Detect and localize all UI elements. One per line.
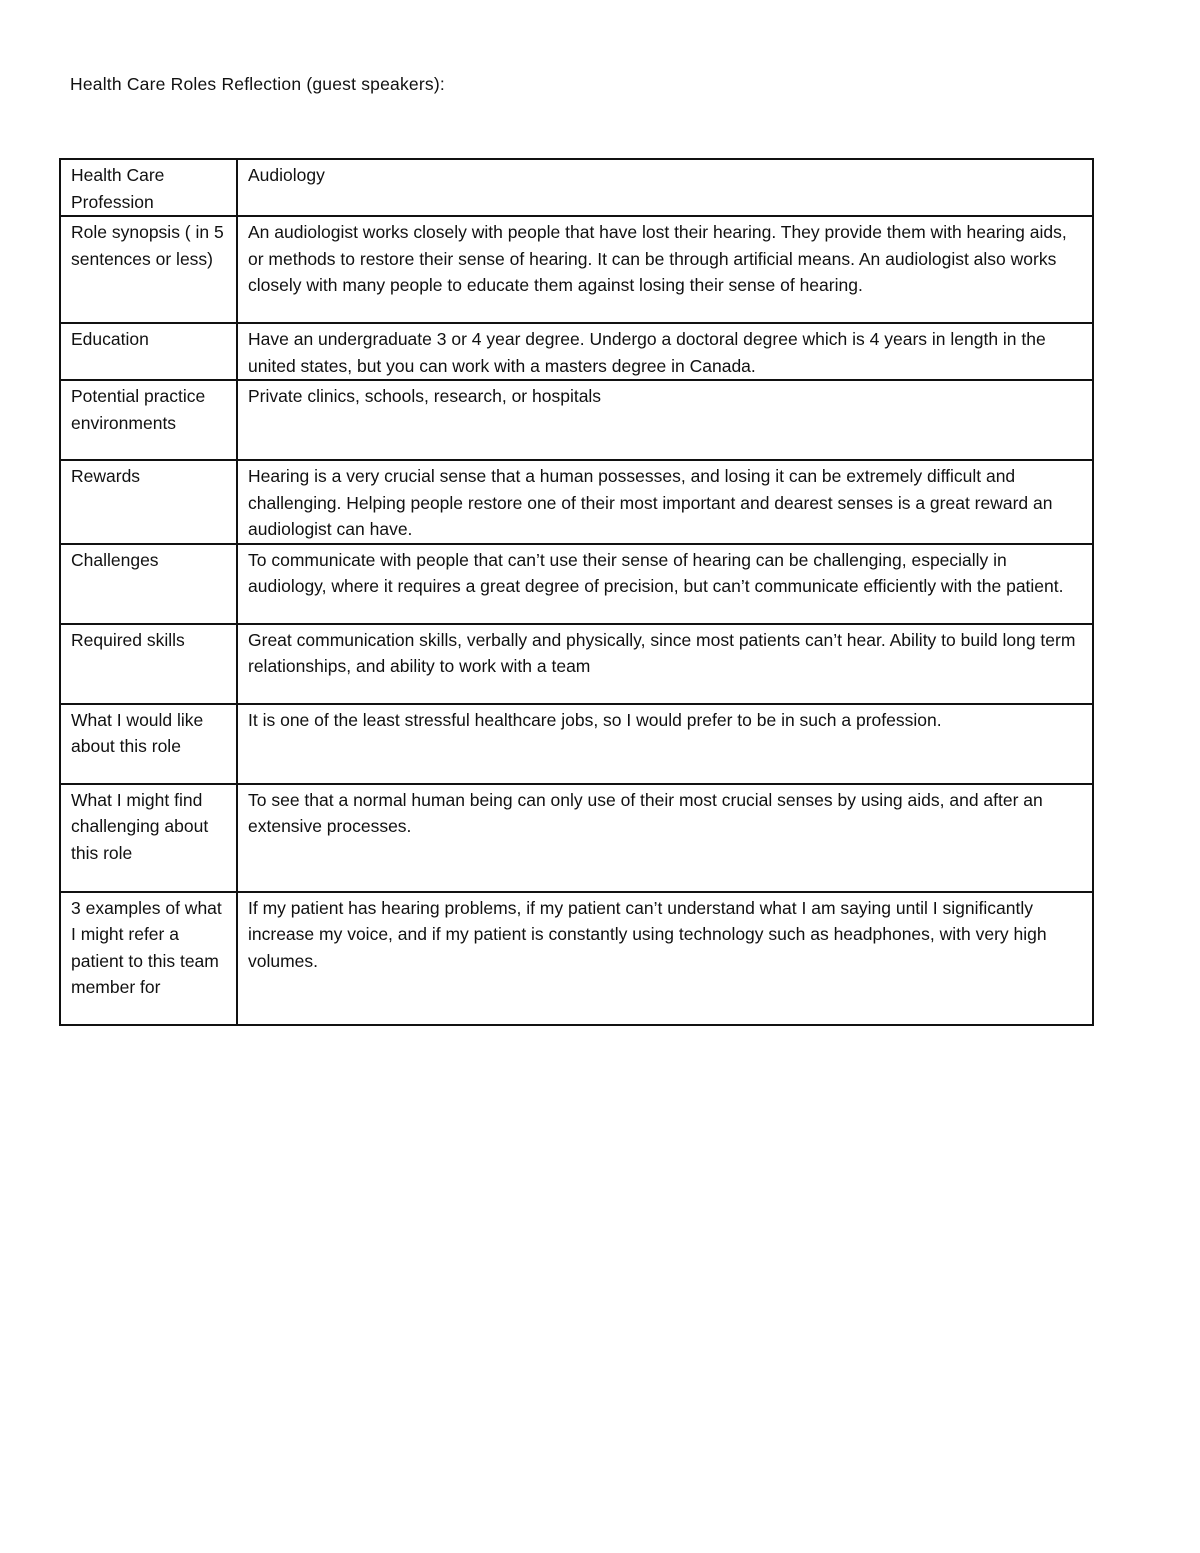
row-value: Audiology (237, 159, 1093, 216)
row-value: Hearing is a very crucial sense that a human possesses, and losing it can be extremely difficult and challenging. Helping people restore one of their most important and dearest senses is a great reward an audiologist can have. (237, 460, 1093, 544)
table-row-practice-environments (60, 380, 1093, 460)
row-value: Great communication skills, verbally and physically, since most patients can’t hear. Ability to build long term relationships, and ability to work with a team (237, 624, 1093, 704)
row-value: Have an undergraduate 3 or 4 year degree. Undergo a doctoral degree which is 4 years in length in the united states, but you can work with a masters degree in Canada. (237, 323, 1093, 380)
row-label: Potential practice environments (60, 380, 237, 460)
table-row-education (60, 323, 1093, 380)
row-label: Role synopsis ( in 5 sentences or less) (60, 216, 237, 323)
table-row-might-find-challenging (60, 784, 1093, 892)
table-row-role-synopsis (60, 216, 1093, 323)
row-label: Required skills (60, 624, 237, 704)
row-value: If my patient has hearing problems, if my patient can’t understand what I am saying until I significantly increase my voice, and if my patient is constantly using technology such as headphones, with very high volumes. (237, 892, 1093, 1025)
row-value: Private clinics, schools, research, or hospitals (237, 380, 1093, 460)
row-label: Rewards (60, 460, 237, 544)
reflection-table (59, 158, 1094, 1026)
row-value: To see that a normal human being can only use of their most crucial senses by using aids, and after an extensive processes. (237, 784, 1093, 892)
row-label: Challenges (60, 544, 237, 624)
table-row-challenges (60, 544, 1093, 624)
row-value: To communicate with people that can’t use their sense of hearing can be challenging, especially in audiology, where it requires a great degree of precision, but can’t communicate efficiently with the patient. (237, 544, 1093, 624)
row-label: What I might find challenging about this role (60, 784, 237, 892)
row-label: Education (60, 323, 237, 380)
table-row-rewards (60, 460, 1093, 544)
row-value: An audiologist works closely with people that have lost their hearing. They provide them with hearing aids, or methods to restore their sense of hearing. It can be through artificial means. An audiologist also works closely with many people to educate them against losing their sense of hearing. (237, 216, 1093, 323)
table-row-required-skills (60, 624, 1093, 704)
row-value: It is one of the least stressful healthcare jobs, so I would prefer to be in such a profession. (237, 704, 1093, 784)
row-label: 3 examples of what I might refer a patient to this team member for (60, 892, 237, 1025)
row-label: What I would like about this role (60, 704, 237, 784)
row-label: Health Care Profession (60, 159, 237, 216)
page-title: Health Care Roles Reflection (guest speakers): (70, 74, 445, 94)
table-row-profession (60, 159, 1093, 216)
table-row-referral-examples (60, 892, 1093, 1025)
table-row-would-like (60, 704, 1093, 784)
